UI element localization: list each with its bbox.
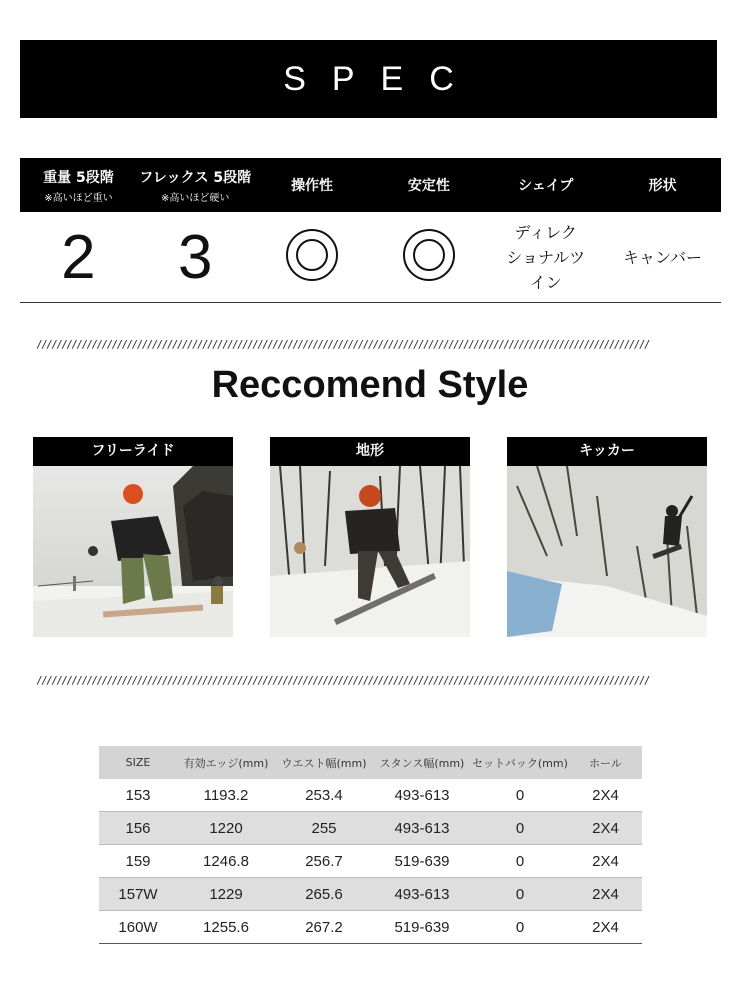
cell-size: 157W <box>99 878 177 911</box>
handling-cell <box>254 212 371 303</box>
col-stance: スタンス幅(mm) <box>373 746 471 779</box>
cell-waist: 267.2 <box>275 911 373 944</box>
cell-setback: 0 <box>471 812 569 845</box>
header-flex-note: ※高いほど硬い <box>161 192 230 204</box>
col-setback: セットバック(mm) <box>471 746 569 779</box>
cell-waist: 256.7 <box>275 845 373 878</box>
cell-edge: 1193.2 <box>177 779 275 812</box>
col-size: SIZE <box>99 746 177 779</box>
header-profile <box>604 158 721 212</box>
freeride-photo <box>33 466 233 637</box>
header-weight-label: 重量 5段階 <box>43 169 114 186</box>
header-shape <box>487 158 604 212</box>
cell-setback: 0 <box>471 845 569 878</box>
card-label: キッカー <box>507 437 707 466</box>
cell-size: 153 <box>99 779 177 812</box>
header-shape-label: シェイプ <box>518 178 574 194</box>
cell-waist: 265.6 <box>275 878 373 911</box>
table-row <box>99 845 642 878</box>
table-row <box>99 779 642 812</box>
cell-edge: 1255.6 <box>177 911 275 944</box>
flex-value: 3 <box>178 222 213 292</box>
shape-line: ショナルツ <box>506 247 586 267</box>
terrain-photo <box>270 466 470 637</box>
col-waist: ウエスト幅(mm) <box>275 746 373 779</box>
cell-size: 159 <box>99 845 177 878</box>
style-card-freeride <box>33 437 233 637</box>
spec-header-row <box>20 158 721 212</box>
weight-value: 2 <box>61 222 96 292</box>
style-card-terrain <box>270 437 470 637</box>
stability-cell <box>370 212 487 303</box>
table-row <box>99 812 642 845</box>
header-stability-label: 安定性 <box>407 178 450 194</box>
cell-setback: 0 <box>471 779 569 812</box>
card-label: 地形 <box>270 437 470 466</box>
shape-line: ディレク <box>514 222 577 242</box>
kicker-photo <box>507 466 707 637</box>
double-circle-icon <box>286 229 338 281</box>
slash-divider: ////////////////////////////////////////////////////////////////////////////////////////////////////////////////////////// <box>36 338 649 351</box>
profile-cell <box>604 212 721 303</box>
double-circle-icon <box>403 229 455 281</box>
size-table-header <box>99 746 642 779</box>
cell-edge: 1229 <box>177 878 275 911</box>
cell-stance: 493-613 <box>373 812 471 845</box>
recommend-title: Reccomend Style <box>211 364 529 406</box>
cell-holes: 2X4 <box>569 845 642 878</box>
cell-stance: 519-639 <box>373 845 471 878</box>
spec-title: SPEC <box>283 59 480 98</box>
header-flex <box>137 158 254 212</box>
cell-stance: 519-639 <box>373 911 471 944</box>
header-weight-note: ※高いほど重い <box>44 192 113 204</box>
style-card-kicker <box>507 437 707 637</box>
cell-stance: 493-613 <box>373 878 471 911</box>
spec-value-row <box>20 212 721 303</box>
cell-edge: 1220 <box>177 812 275 845</box>
header-weight <box>20 158 137 212</box>
cell-size: 160W <box>99 911 177 944</box>
cell-size: 156 <box>99 812 177 845</box>
header-profile-label: 形状 <box>648 178 677 194</box>
col-edge: 有効エッジ(mm) <box>177 746 275 779</box>
cell-edge: 1246.8 <box>177 845 275 878</box>
table-row <box>99 878 642 911</box>
header-stability <box>370 158 487 212</box>
cell-waist: 253.4 <box>275 779 373 812</box>
size-table <box>99 746 642 944</box>
cell-stance: 493-613 <box>373 779 471 812</box>
weight-cell <box>20 212 137 303</box>
shape-line: イン <box>529 272 562 292</box>
col-holes: ホール <box>569 746 642 779</box>
spec-table <box>20 158 721 303</box>
header-handling-label: 操作性 <box>291 178 334 194</box>
shape-cell <box>487 212 604 303</box>
flex-cell <box>137 212 254 303</box>
cell-holes: 2X4 <box>569 779 642 812</box>
cell-waist: 255 <box>275 812 373 845</box>
slash-divider: ////////////////////////////////////////////////////////////////////////////////////////////////////////////////////////// <box>36 674 649 687</box>
card-label: フリーライド <box>33 437 233 466</box>
cell-holes: 2X4 <box>569 911 642 944</box>
header-flex-label: フレックス 5段階 <box>139 169 252 186</box>
cell-setback: 0 <box>471 911 569 944</box>
shape-value <box>487 220 604 295</box>
cell-holes: 2X4 <box>569 878 642 911</box>
cell-holes: 2X4 <box>569 812 642 845</box>
spec-banner <box>20 40 717 118</box>
header-handling <box>254 158 371 212</box>
profile-value: キャンバー <box>623 247 703 267</box>
table-row <box>99 911 642 944</box>
cell-setback: 0 <box>471 878 569 911</box>
